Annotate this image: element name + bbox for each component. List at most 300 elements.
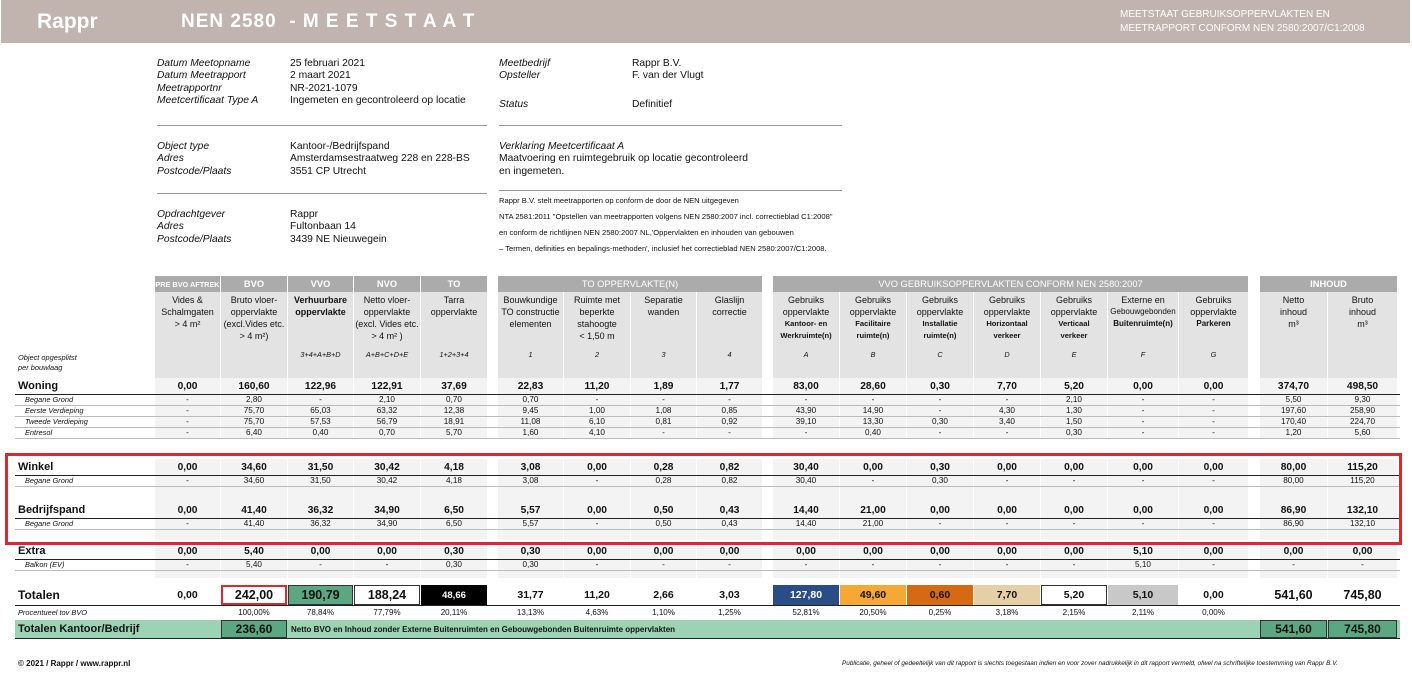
table-cell: -: [595, 395, 599, 404]
total-cell: 48,66: [421, 585, 487, 605]
table-cell: 0,00: [1352, 545, 1373, 557]
table-cell: 0,00: [1133, 380, 1153, 392]
column-header: [1041, 292, 1107, 348]
table-cell: -: [871, 395, 875, 404]
column-header-line: m³: [1288, 319, 1299, 329]
verklaring: Verklaring Meetcertificaat A Maatvoering en ruimtegebruik op locatie gecontroleerd en ingemeten.: [499, 141, 748, 177]
column-formula: 1: [498, 348, 563, 366]
percent-cell: 1,25%: [718, 607, 741, 617]
table-cell: 43,90: [795, 406, 817, 415]
table-cell: 1,30: [1066, 406, 1082, 415]
table-cell: -: [938, 560, 942, 569]
table-cell: -: [1292, 560, 1295, 569]
table-cell: 0,00: [377, 545, 397, 557]
column-header-line: Gebruiks: [854, 295, 891, 305]
table-cell: 1,77: [719, 380, 740, 392]
column-header: [221, 292, 287, 348]
column-header-line: verkeer: [1060, 331, 1088, 340]
row-line: [15, 638, 1400, 639]
row-label-sub: Begane Grond: [25, 519, 74, 528]
object-split-label: per bouwlaag: [18, 363, 63, 372]
column-header-line: > 4 m² ): [371, 331, 403, 341]
row-label-sub: Begane Grond: [25, 476, 74, 485]
table-cell: -: [1212, 406, 1215, 415]
table-cell: 36,32: [307, 504, 334, 516]
column-header-line: inhoud: [1279, 307, 1308, 317]
column-header-line: verkeer: [993, 331, 1021, 340]
column-header-line: wanden: [647, 307, 680, 317]
column-header-line: correctie: [712, 307, 747, 317]
column-header-line: Kantoor- en: [784, 319, 828, 328]
table-cell: -: [662, 395, 665, 404]
table-cell: 0,00: [1064, 504, 1084, 516]
column-header-line: (excl.Vides etc.: [223, 319, 285, 329]
table-cell: 0,00: [863, 461, 883, 473]
table-cell: -: [595, 560, 599, 569]
table-cell: 0,82: [719, 461, 740, 473]
table-cell: 0,30: [932, 476, 948, 485]
column-header: [1179, 292, 1248, 348]
table-cell: 22,83: [517, 380, 544, 392]
table-cell: 14,90: [862, 406, 884, 415]
footer-copyright: © 2021 / Rappr / www.rappr.nl: [18, 659, 131, 668]
table-cell: 0,00: [997, 545, 1017, 557]
table-cell: 0,00: [653, 545, 674, 557]
column-formula: C: [907, 348, 973, 366]
rappr-logo: Rappr: [37, 10, 98, 33]
table-cell: -: [1212, 519, 1215, 528]
table-cell: 1,00: [589, 406, 605, 415]
table-cell: -: [662, 428, 665, 437]
table-cell: -: [804, 560, 808, 569]
table-cell: 31,50: [310, 476, 331, 485]
column-header-line: TO constructie: [501, 307, 560, 317]
column-header-line: oppervlakte: [295, 307, 346, 317]
kantoor-netto: 541,60: [1260, 620, 1327, 638]
table-cell: -: [319, 395, 322, 404]
column-formula: A+B+C+D+E: [354, 348, 420, 366]
highlight-box: [5, 453, 1402, 545]
total-cell: 3,03: [719, 589, 740, 601]
table-cell: 4,18: [444, 461, 464, 473]
table-cell: 83,00: [793, 380, 819, 392]
table-cell: 5,40: [244, 545, 264, 557]
report-header: [1, 0, 1410, 43]
divider: [157, 193, 487, 194]
column-spacer: [498, 366, 563, 378]
table-cell: 0,50: [653, 504, 674, 516]
table-cell: 258,90: [1349, 406, 1376, 415]
table-cell: -: [595, 476, 599, 485]
table-cell: 0,00: [1064, 461, 1084, 473]
column-header-line: oppervlakte: [1190, 307, 1237, 317]
column-header-line: Netto vloer-: [363, 295, 411, 305]
percent-cell: 100,00%: [238, 607, 270, 617]
column-formula: G: [1179, 348, 1248, 366]
percent-cell: [1260, 606, 1327, 618]
column-header-line: Ruimte met: [573, 295, 620, 305]
table-cell: -: [1141, 476, 1145, 485]
table-cell: -: [1212, 476, 1215, 485]
total-cell: 5,20: [1041, 585, 1107, 605]
table-cell: -: [1212, 560, 1215, 569]
table-cell: 31,50: [307, 461, 334, 473]
table-cell: 0,70: [379, 428, 395, 437]
table-cell: -: [186, 428, 189, 437]
table-cell: -: [186, 519, 189, 528]
table-cell: 0,30: [522, 560, 539, 569]
table-cell: 1,60: [522, 428, 539, 437]
column-header-line: Parkeren: [1196, 319, 1231, 328]
column-header: [155, 292, 220, 348]
column-spacer: [697, 366, 762, 378]
column-spacer: [1179, 366, 1248, 378]
column-header: [773, 292, 839, 348]
percent-cell: 77,79%: [373, 607, 401, 617]
table-cell: 0,00: [1283, 545, 1304, 557]
row-label-main: Woning: [18, 380, 59, 392]
table-cell: -: [871, 476, 875, 485]
row-label-sub: Begane Grond: [25, 395, 74, 404]
column-header-line: Bouwkundige: [503, 295, 558, 305]
column-header-line: Gebruiks: [1195, 295, 1232, 305]
column-header-line: Facilitaire: [855, 319, 891, 328]
table-cell: 5,57: [520, 504, 541, 516]
table-cell: 56,79: [376, 417, 398, 426]
table-cell: 0,30: [1066, 428, 1082, 437]
table-cell: -: [662, 560, 665, 569]
column-header-line: oppervlakte: [849, 307, 897, 317]
table-cell: -: [1005, 476, 1009, 485]
column-header-line: beperkte: [579, 307, 615, 317]
total-cell: 0,00: [1203, 589, 1224, 601]
table-cell: 21,00: [862, 519, 884, 528]
table-cell: 132,10: [1346, 504, 1379, 516]
table-cell: -: [1005, 519, 1009, 528]
column-formula: 4: [697, 348, 762, 366]
table-cell: -: [186, 476, 189, 485]
table-cell: 34,90: [376, 519, 398, 528]
column-header-line: Installatie: [922, 319, 958, 328]
table-cell: 0,30: [444, 545, 464, 557]
column-header: [697, 292, 762, 348]
table-cell: 224,70: [1349, 417, 1376, 426]
column-header-line: oppervlakte: [916, 307, 964, 317]
divider: [499, 125, 842, 126]
table-cell: -: [728, 560, 731, 569]
group-header: TO: [421, 276, 487, 292]
column-header-line: stahoogte: [577, 319, 617, 329]
column-spacer: [1260, 366, 1327, 378]
kantoor-bruto: 745,80: [1328, 620, 1397, 638]
table-cell: 0,28: [655, 476, 672, 485]
table-cell: 0,00: [930, 504, 950, 516]
percent-cell: [155, 606, 220, 618]
column-header-line: oppervlakte: [430, 307, 478, 317]
column-header: [354, 292, 420, 348]
column-header-line: ruimte(n): [923, 331, 957, 340]
table-cell: 122,91: [371, 380, 403, 392]
group-header: BVO: [221, 276, 287, 292]
kantoor-bvo: 236,60: [221, 620, 287, 638]
row-label-sub: Eerste Verdieping: [25, 406, 84, 415]
total-cell: 5,10: [1108, 585, 1178, 605]
table-cell: -: [938, 519, 942, 528]
table-cell: 18,91: [443, 417, 465, 426]
percent-cell: 78,84%: [306, 607, 335, 617]
column-formula: 3: [631, 348, 696, 366]
column-header: [840, 292, 906, 348]
table-cell: 80,00: [1280, 461, 1307, 473]
column-header-line: m³: [1357, 319, 1368, 329]
table-cell: -: [804, 428, 808, 437]
table-cell: 0,00: [177, 504, 198, 516]
percent-cell: 4,63%: [585, 607, 609, 617]
group-header: NVO: [354, 276, 420, 292]
column-header: [631, 292, 696, 348]
column-spacer: [631, 366, 696, 378]
column-header-line: Gebouwgebonden: [1110, 307, 1176, 316]
table-cell: -: [1141, 417, 1145, 426]
table-cell: 5,57: [522, 519, 539, 528]
table-cell: 0,28: [653, 461, 674, 473]
row-line: [15, 438, 1400, 439]
column-header-line: Separatie: [644, 295, 683, 305]
table-cell: 115,20: [1350, 476, 1375, 485]
table-cell: -: [1361, 560, 1364, 569]
table-cell: 0,00: [719, 545, 740, 557]
table-cell: -: [385, 560, 389, 569]
column-spacer: [421, 366, 487, 378]
table-cell: -: [871, 560, 875, 569]
table-cell: 41,40: [243, 519, 265, 528]
percent-cell: 20,11%: [440, 607, 468, 617]
group-header: VVO GEBRUIKSOPPERVLAKTEN CONFORM NEN 2580:2007: [773, 276, 1248, 292]
column-header-line: > 4 m²): [239, 331, 269, 341]
column-header-line: > 4 m²: [174, 319, 201, 329]
table-cell: 0,82: [721, 476, 738, 485]
table-cell: 0,00: [587, 504, 607, 516]
table-cell: 30,40: [793, 461, 819, 473]
total-cell: 7,70: [974, 585, 1040, 605]
table-cell: 65,03: [310, 406, 331, 415]
table-cell: 6,40: [246, 428, 262, 437]
table-cell: -: [595, 519, 599, 528]
table-cell: 5,60: [1354, 428, 1371, 437]
total-cell: 49,60: [840, 585, 906, 605]
table-cell: 4,30: [999, 406, 1015, 415]
table-cell: -: [319, 560, 322, 569]
table-cell: 0,00: [177, 461, 198, 473]
table-cell: 21,00: [860, 504, 886, 516]
table-cell: 2,10: [379, 395, 395, 404]
table-cell: 30,42: [374, 461, 400, 473]
table-cell: -: [186, 395, 189, 404]
column-header-line: Bruto vloer-: [230, 295, 278, 305]
total-cell: 31,77: [517, 589, 544, 601]
column-formula: [155, 348, 220, 366]
table-cell: 374,70: [1277, 380, 1310, 392]
column-spacer: [974, 366, 1040, 378]
table-cell: 1,20: [1285, 428, 1302, 437]
object-split-label: Object opgesplitst: [18, 353, 77, 362]
info-right: Meetbedrijf Rappr B.V. Opsteller F. van der Vlugt Status Definitief: [499, 58, 704, 110]
table-cell: 0,00: [177, 380, 198, 392]
column-header: [1328, 292, 1397, 348]
table-cell: 0,00: [587, 545, 607, 557]
column-formula: E: [1041, 348, 1107, 366]
row-label-sub: Balkon (EV): [25, 560, 65, 569]
table-cell: 1,08: [655, 406, 672, 415]
table-cell: 5,70: [446, 428, 462, 437]
percent-cell: 2,11%: [1131, 607, 1155, 617]
column-formula: [1260, 348, 1327, 366]
divider: [157, 125, 487, 126]
row-label-main: Winkel: [18, 461, 54, 473]
table-cell: 6,50: [446, 519, 462, 528]
table-cell: 5,20: [1064, 380, 1084, 392]
percent-cell: 2,15%: [1062, 607, 1086, 617]
table-cell: 197,60: [1280, 406, 1307, 415]
total-cell: 2,66: [653, 589, 674, 601]
footer-disclaimer: Publicatie, geheel of gedeeltelijk van dit rapport is slechts toegestaan indien en voor zover nadrukkelijk in dit rapport vermeld, ofwel na schriftelijke toestemming van Rappr B.V.: [842, 660, 1338, 667]
table-cell: 39,10: [795, 417, 817, 426]
table-cell: 0,00: [796, 545, 816, 557]
column-header-line: Schalmgaten: [161, 307, 214, 317]
table-cell: -: [1141, 395, 1145, 404]
table-cell: -: [1141, 428, 1145, 437]
group-header: INHOUD: [1260, 276, 1397, 292]
table-cell: 0,00: [863, 545, 883, 557]
column-formula: D: [974, 348, 1040, 366]
table-cell: -: [938, 395, 942, 404]
total-cell: 127,80: [773, 585, 839, 605]
column-header-line: Tarra: [443, 295, 465, 305]
column-formula: 3+4+A+B+D: [288, 348, 353, 366]
total-cell: 188,24: [354, 585, 420, 605]
table-cell: 30,40: [795, 476, 817, 485]
column-header-line: (excl. Vides etc.: [355, 319, 419, 329]
table-cell: 0,85: [721, 406, 738, 415]
table-cell: 14,40: [795, 519, 817, 528]
table-cell: 14,40: [793, 504, 819, 516]
table-cell: 86,90: [1283, 519, 1304, 528]
row-label-main: Bedrijfspand: [18, 504, 86, 516]
column-header-line: ruimte(n): [856, 331, 890, 340]
row-line: [15, 570, 1400, 571]
client-info: Opdrachtgever Rappr Adres Fultonbaan 14 Postcode/Plaats 3439 NE Nieuwegein: [157, 209, 387, 245]
table-cell: -: [1072, 519, 1076, 528]
table-cell: 115,20: [1347, 461, 1378, 473]
column-spacer: [354, 366, 420, 378]
table-cell: 0,30: [930, 461, 950, 473]
table-cell: 0,00: [1203, 380, 1224, 392]
table-cell: -: [1072, 560, 1076, 569]
table-cell: 0,43: [721, 519, 738, 528]
percent-cell: 52,81%: [792, 607, 820, 617]
table-cell: 34,60: [243, 476, 265, 485]
column-header: [1260, 292, 1327, 348]
table-cell: 0,00: [1203, 545, 1224, 557]
row-label-main: Extra: [18, 545, 46, 557]
column-header: [907, 292, 973, 348]
table-cell: 160,60: [238, 380, 270, 392]
column-spacer: [1041, 366, 1107, 378]
column-header-line: Vides &: [172, 295, 203, 305]
row-label-sub: Entresol: [25, 428, 53, 437]
percent-cell: 20,50%: [859, 607, 887, 617]
column-header-line: Horizontaal: [986, 319, 1028, 328]
table-cell: 0,70: [522, 395, 539, 404]
table-cell: 80,00: [1283, 476, 1304, 485]
column-header-line: Glaslijn: [714, 295, 745, 305]
column-header: [421, 292, 487, 348]
table-cell: 9,30: [1354, 395, 1371, 404]
column-header-line: oppervlakte: [983, 307, 1031, 317]
column-spacer: [1108, 366, 1178, 378]
table-cell: 41,40: [241, 504, 267, 516]
table-cell: 0,00: [930, 545, 950, 557]
table-cell: 0,00: [587, 461, 607, 473]
column-header: [498, 292, 563, 348]
column-header-line: Verhuurbare: [293, 295, 348, 305]
table-cell: 9,45: [522, 406, 539, 415]
table-cell: 0,30: [520, 545, 541, 557]
column-formula: B: [840, 348, 906, 366]
table-cell: 0,30: [930, 380, 950, 392]
percent-cell: [1328, 606, 1397, 618]
column-spacer: [155, 366, 220, 378]
column-header-line: oppervlakte: [782, 307, 830, 317]
column-header-line: Verticaal: [1058, 319, 1090, 328]
report-title: NEN 2580 - M E E T S T A A T: [181, 11, 476, 32]
table-cell: -: [1141, 406, 1145, 415]
table-cell: 0,00: [177, 545, 198, 557]
column-header-line: Gebruiks: [988, 295, 1025, 305]
table-cell: -: [1072, 476, 1076, 485]
table-cell: 13,30: [862, 417, 884, 426]
table-cell: -: [186, 417, 189, 426]
table-cell: 498,50: [1346, 380, 1379, 392]
info-left: Datum Meetopname 25 februari 2021 Datum Meetrapport 2 maart 2021 Meetrapportnr NR-2021-1079 Meetcertificaat Type A Ingemeten en gecontroleerd op locatie: [157, 58, 466, 106]
column-spacer: [1328, 366, 1397, 378]
table-cell: 11,20: [584, 380, 610, 392]
table-cell: 2,10: [1066, 395, 1082, 404]
table-cell: 5,10: [1133, 545, 1153, 557]
table-cell: 6,10: [589, 417, 605, 426]
row-label-sub: Tweede Verdieping: [25, 417, 88, 426]
disclaimer: Rappr B.V. stelt meetrapporten op conform de door de NEN uitgegeven NTA 2581:2011 "Opstellen van meetrapporten volgens NEN 2580:2007 incl. correctieblad C1:2008" en conform de richtlijnen NEN 2580:2007 NL,'Oppervlakten en inhouden van gebouwen – Termen, definities en bepalings-methoden', inclusief het correctieblad NEN 2580:2007/C1:2008.: [499, 196, 833, 253]
column-header-line: Netto: [1282, 295, 1305, 305]
table-cell: 5,40: [246, 560, 262, 569]
total-cell: 745,80: [1343, 588, 1382, 602]
total-cell: 11,20: [584, 589, 610, 601]
group-header: PRE BVO AFTREK: [155, 276, 220, 292]
table-cell: -: [186, 406, 189, 415]
column-header-line: oppervlakte: [363, 307, 411, 317]
percent-cell: 13,13%: [516, 607, 545, 617]
table-cell: 3,08: [520, 461, 541, 473]
table-cell: 4,10: [589, 428, 605, 437]
table-cell: -: [1141, 519, 1145, 528]
table-cell: 4,18: [446, 476, 462, 485]
table-cell: 11,08: [520, 417, 541, 426]
column-header-line: Gebruiks: [1055, 295, 1092, 305]
group-header: VVO: [288, 276, 353, 292]
table-cell: 75,70: [243, 417, 265, 426]
table-cell: 0,92: [721, 417, 738, 426]
table-cell: 0,43: [719, 504, 740, 516]
